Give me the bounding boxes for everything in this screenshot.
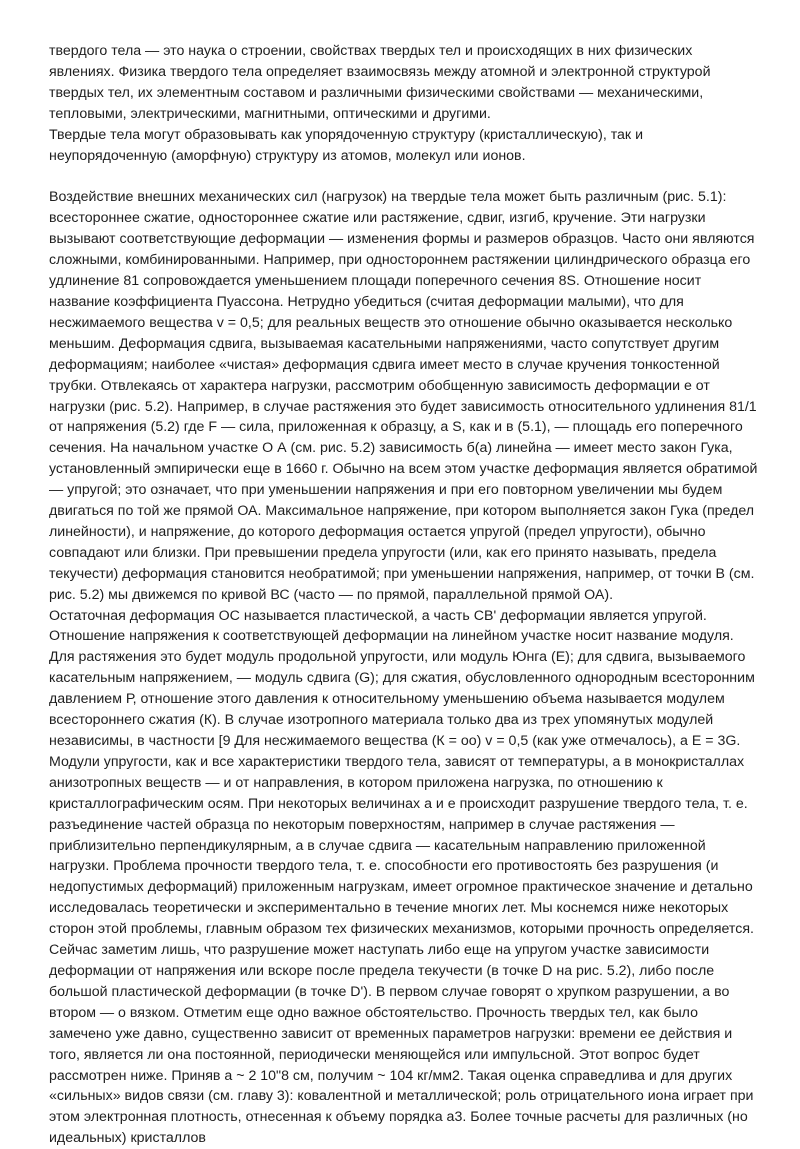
- paragraph-structure: Твердые тела могут образовывать как упорядоченную структуру (кристаллическую), так и неупорядоченную (аморфную) структуру из атомов, молекул или ионов.: [49, 126, 644, 164]
- paragraph-modulus: Остаточная деформация ОС называется пластической, а часть СВ' деформации является упругой. Отношение напряжения к соответствующей деформации на линейном участке носит название модуля. Для растяжения это будет модуль продольной упругости, или модуль Юнга (Е); для сдвига, вызываемого касательным напряжением, — модуль сдвига (G); для сжатия, обусловленного однородным всесторонним давлением Р, отношение этого давления к относительному уменьшению объема называется модулем всестороннего сжатия (К). В случае изотропного материала только два из трех упомянутых модулей независимы, в частности [9 Для несжимаемого вещества (К = оо) v = 0,5 (как уже отмечалось), а Е = 3G. Модули упругости, как и все характеристики твердого тела, зависят от температуры, а в монокристаллах анизотропных веществ — и от направления, в котором приложена нагрузка, по отношению к кристаллографическим осям. При некоторых величинах а и е происходит разрушение твердого тела, т. е. разъединение частей образца по некоторым поверхностям, например в случае растяжения — приблизительно перпендикулярным, а в случае сдвига — касательным направлению приложенной нагрузки. Проблема прочности твердого тела, т. е. способности его противостоять без разрушения (и недопустимых деформаций) приложенным нагрузкам, имеет огромное практическое значение и детально исследовалась теоретически и экспериментально в течение многих лет. Мы коснемся ниже некоторых сторон этой проблемы, главным образом тех физических механизмов, которыми прочность определяется. Сейчас заметим лишь, что разрушение может наступать либо еще на упругом участке зависимости деформации от напряжения или вскоре после предела текучести (в точке D на рис. 5.2), либо после большой пластической деформации (в точке D'). В первом случае говорят о хрупком разрушении, а во втором — о вязком. Отметим еще одно важное обстоятельство. Прочность твердых тел, как было замечено уже давно, существенно зависит от временных параметров нагрузки: времени ее действия и того, является ли она постоянной, периодически меняющейся или импульсной. Этот вопрос будет рассмотрен ниже. Приняв а ~ 2 10"8 см, получим ~ 104 кг/мм2. Такая оценка справедлива и для других «сильных» видов связи (см. главу 3): ковалентной и металлической; роль отрицательного иона играет при этом электронная плотность, отнесенная к объему порядка а3. Более точные расчеты для различных (но идеальных) кристаллов: [49, 607, 755, 1147]
- paragraph-intro: твердого тела — это наука о строении, свойствах твердых тел и происходящих в них физических явлениях. Физика твердого тела определяет взаимосвязь между атомной и электронной структурой твердых тел, их элементным составом и различными физическими свойствами — механическими, тепловыми, электрическими, магнитными, оптическими и другими.: [49, 43, 711, 122]
- document-body: [49, 41, 761, 1149]
- paragraph-deformation: Воздействие внешних механических сил (нагрузок) на твердые тела может быть различным (рис. 5.1): всестороннее сжатие, одностороннее сжатие или растяжение, сдвиг, изгиб, кручение. Эти нагрузки вызывают соответствующие деформации — изменения формы и размеров образцов. Часто они являются сложными, комбинированными. Например, при одностороннем растяжении цилиндрического образца его удлинение 81 сопровождается уменьшением площади поперечного сечения 8S. Отношение носит название коэффициента Пуассона. Нетрудно убедиться (считая деформации малыми), что для несжимаемого вещества v = 0,5; для реальных веществ это отношение обычно оказывается несколько меньшим. Деформация сдвига, вызываемая касательными напряжениями, часто сопутствует другим деформациям; наиболее «чистая» деформация сдвига имеет место в случае кручения тонкостенной трубки. Отвлекаясь от характера нагрузки, рассмотрим обобщенную зависимость деформации е от нагрузки (рис. 5.2). Например, в случае растяжения это будет зависимость относительного удлинения 81/1 от напряжения (5.2) где F — сила, приложенная к образцу, а S, как и в (5.1), — площадь его поперечного сечения. На начальном участке О А (см. рис. 5.2) зависимость б(а) линейна — имеет место закон Гука, установленный эмпирически еще в 1660 г. Обычно на всем этом участке деформация является обратимой — упругой; это означает, что при уменьшении напряжения и при его повторном увеличении мы будем двигаться по той же прямой ОА. Максимальное напряжение, при котором выполняется закон Гука (предел линейности), и напряжение, до которого деформация остается упругой (предел упругости), обычно совпадают или близки. При превышении предела упругости (или, как его принято называть, предела текучести) деформация становится необратимой; при уменьшении напряжения, например, от точки В (см. рис. 5.2) мы движемся по кривой ВС (часто — по прямой, параллельной прямой ОА).: [49, 189, 758, 603]
- paragraph-gap: [49, 166, 761, 187]
